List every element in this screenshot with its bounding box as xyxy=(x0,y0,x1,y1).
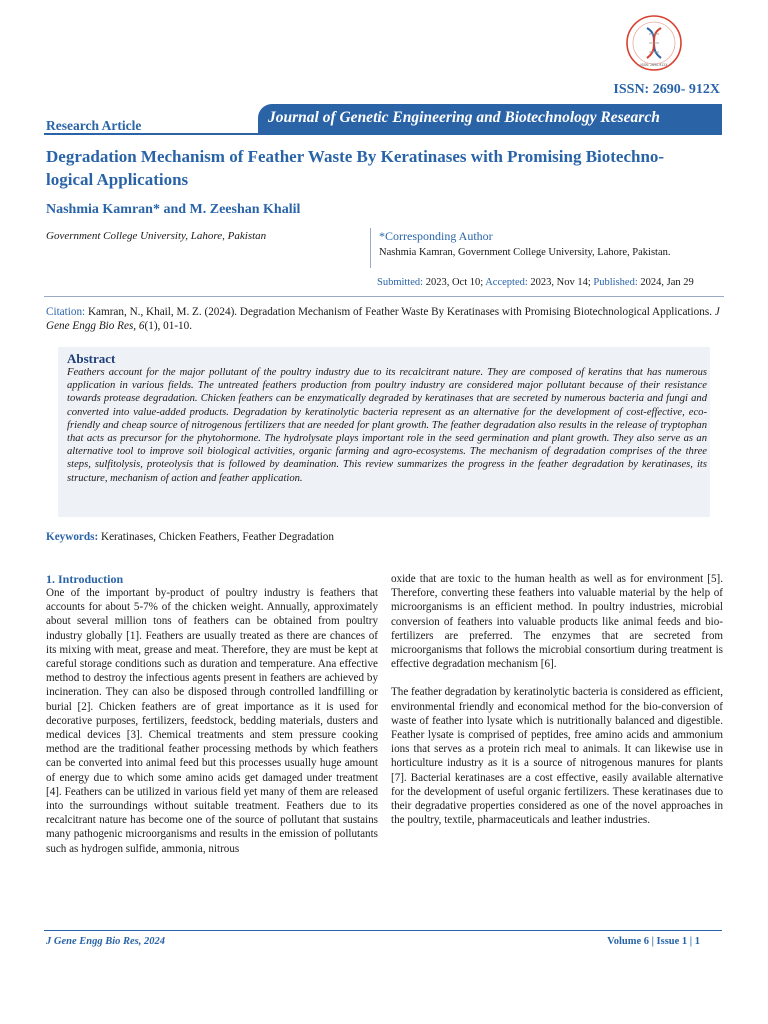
intro-paragraph-2: oxide that are toxic to the human health as well as for environment [5]. Therefore, converting these feathers into valuable material by the help of microorganisms is an efficient method. In poultry industries, microbial conversion of feathers into valuable products like animal feeds and bio-fertilizers are preferred. The enzymes that are secreted from microorganisms that follows the microbial consortium during treatment is effective degradation mechanism [6]. xyxy=(391,573,723,671)
citation-text-1: Kamran, N., Khail, M. Z. (2024). Degradation Mechanism of Feather Waste By Keratinases with Promising Biotechnological xyxy=(87,306,650,318)
footer-volume: Volume 6 | Issue 1 | 1 xyxy=(607,936,700,947)
dates-line xyxy=(377,277,694,288)
published-label: Published: xyxy=(593,277,638,288)
abstract-box xyxy=(58,347,710,517)
title-line-2: logical Applications xyxy=(46,170,189,189)
keywords-label: Keywords: xyxy=(46,531,99,543)
section-heading: 1. Introduction xyxy=(46,572,124,586)
column-right xyxy=(391,572,723,827)
abstract-heading: Abstract xyxy=(67,351,116,366)
keywords xyxy=(46,531,334,543)
submitted-date: 2023, Oct 10; xyxy=(425,277,484,288)
issn-label: ISSN: 2690- 912X xyxy=(613,82,720,97)
intro-paragraph-1: One of the important by-product of poultry industry is feathers that accounts for about 5-7% of the chicken weight. Annually, approximately about several million tons of feathers can be obtained from poultry industry globally [1]. Feathers are usually treated as there are chances of its mixing with meat, grease and meat. Therefore, they are must be kept at careful storage conditions such as duration and temperature. Ana effective method to destroy the infectious agents present in feathers are achieved by incineration. They can also be disposed through controlled landfilling or burial [2]. Chicken feathers are of great importance as it is used for decorative purposes, fertilizers, feedstock, bedding materials, dusters and medical devices [3]. Chemical treatments and stem pressure cooking method are the traditional feather processing methods by which feathers can be converted into animal feed but this processes usually huge amount of energy due to which some amino acids get damaged under treatment [4]. Feathers can be utilized in various field yet many of them are released into the surroundings without suitable treatment. Feathers due to its recalcitrant nature has become one of the source of pollutant that sustains many pathogenic microorganisms and results in the emission of pollutants such as hydrogen sulfide, ammonia, nitrous xyxy=(46,587,378,855)
corresponding-body: Nashmia Kamran, Government College University, Lahore, Pakistan. xyxy=(379,247,671,258)
accepted-label: Accepted: xyxy=(485,277,528,288)
title-line-1: Degradation Mechanism of Feather Waste By Keratinases with Promising Biotechno- xyxy=(46,147,665,166)
journal-banner xyxy=(258,104,722,134)
accepted-date: 2023, Nov 14; xyxy=(530,277,591,288)
keywords-text: Keratinases, Chicken Feathers, Feather Degradation xyxy=(98,531,334,543)
citation xyxy=(46,305,726,333)
article-type: Research Article xyxy=(46,118,142,133)
paper-title xyxy=(46,145,736,191)
citation-text-3: (1), 01-10. xyxy=(144,320,193,332)
submitted-label: Submitted: xyxy=(377,277,424,288)
journal-logo xyxy=(625,14,683,72)
citation-journal: J Gene Engg Bio Res, 6 xyxy=(46,306,720,332)
citation-label: Citation: xyxy=(46,306,86,318)
published-date: 2024, Jan 29 xyxy=(640,277,694,288)
footer-journal: J Gene Engg Bio Res, 2024 xyxy=(46,936,166,947)
authors: Nashmia Kamran* and M. Zeeshan Khalil xyxy=(46,202,301,217)
corresponding-author-box xyxy=(370,228,731,268)
corresponding-heading: *Corresponding Author xyxy=(379,229,493,243)
column-left xyxy=(46,572,378,856)
affiliation: Government College University, Lahore, Pakistan xyxy=(46,230,267,242)
header-rule xyxy=(44,133,722,135)
logo-issn-text: ISSN: 2690-912X xyxy=(640,63,668,67)
citation-text-2: Applications. xyxy=(652,306,712,318)
separator xyxy=(44,296,724,297)
intro-paragraph-3: The feather degradation by keratinolytic bacteria is considered as efficient, environmental friendly and economical method for the bio-conversion of waste of feather into lysate which is nutritionally balanced and digestible. Feather lysate is comprised of peptides, free amino acids and ammonium ions that serves as a protein rich meal to animals. It can likewise use in horticulture industry as it is a source of nitrogenous manures for plants [7]. Bacterial keratinases are a cost effective, easily available alternative for the development of useful organic fertilizers. These keratinases due to their degradative properties considered as one of the novel approaches in the poultry, textile, pharmaceuticals and leather industries. xyxy=(391,686,723,827)
journal-name: Journal of Genetic Engineering and Biotechnology Research xyxy=(268,109,660,126)
abstract-text: Feathers account for the major pollutant of the poultry industry due to its recalcitrant nature. They are composed of keratins that has numerous application in various fields. The untreated feathers production from poultry industry are considered major pollutant because of their resistance towards protease degradation. Chicken feathers can be enzymatically degraded by keratinases that are secreted by numerous bacteria and fungi and converted into value-added products. Degradation by keratinolytic bacteria represent as an alternative for the development of cost-effective, eco-friendly and cheap source of nitrogenous fertilizers that are needed for plant growth. The feather degradation also results in the release of tryptophan that acts as precursor for the phytohormone. The hydrolysate plays important role in the seed germination and plant growth. They also serve as an alternative tool to improve soil biological activities, organic farming and agro-ecosystems. The mechanism of degradation comprises of the three steps, sulfitolysis, proteolysis that is followed by deamination. This review summarizes the progress in the feather degradation by keratinases, its structure, mechanism of action and feather application. xyxy=(67,367,707,484)
footer-rule xyxy=(44,930,722,931)
